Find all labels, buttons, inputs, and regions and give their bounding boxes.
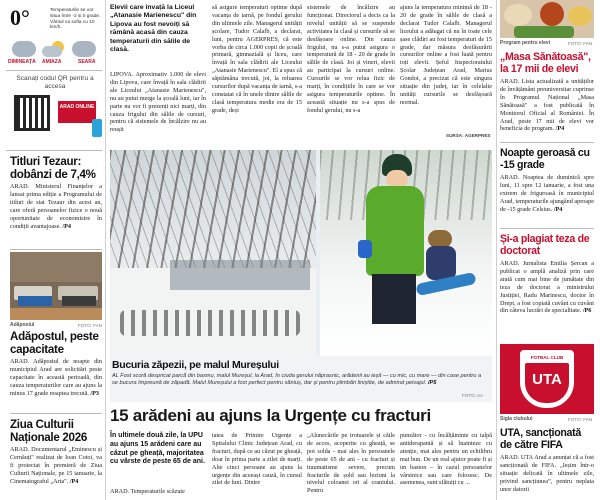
sled-photo [320, 150, 492, 356]
period-morning: DIMINEAȚA [8, 59, 36, 65]
uta-crest-top: FOTBAL CLUB [530, 355, 564, 360]
adapostul-body: ARAD. Adăpostul de noapte din municipiul Arad are solicitări peste capacitate în această perioadă, din cauza temperaturilor care au ajuns la minus 17 grade noaptea trecută. /P3 [10, 358, 102, 397]
lipova-col4: ajuns la temperatura minimă de 18 - 20 de grade în sălile de clasă a declarat Tudor Calafb. Managerul liceului a adăugat că nu în toate cele șase clădiri au fost temperaturi de 15 grade, dar măsura desfășurării cursurilor online a fost luată pentru toți elevii. Șeful Inspectoratului Școlar Județean Arad, Marius Gondot, a precizat că este singura situație din județ, iar în celelalte unități cursurile se desfășoară normal. [400, 4, 492, 106]
uta-title[interactable]: UTA, sancționată de către FIFA [500, 427, 581, 452]
qr-text: Scanați codul QR pentru a accesa [16, 75, 94, 90]
weather-icons [8, 41, 102, 67]
arad-online-logo: ARAD ONLINE [58, 101, 96, 123]
period-evening: SEARA [78, 59, 96, 65]
uta-body: ARAD. UTA Arad a anunțat că a fost sancționată de FIFA. „Ieșim într-o situație delicată în ultimele zile, privind sancțiunea”, pentru neplata unor datorii [500, 454, 594, 493]
cloud-snow-icon [12, 41, 36, 57]
lipova-intro[interactable]: Elevii care învață la Liceul „Atanasie Marienescu" din Lipova au fost nevoiți să rămână acasă din cauza temperaturii din sălile de clasă. [110, 4, 197, 54]
sanatoasa-photo [500, 0, 594, 38]
weather-box [6, 3, 102, 67]
cloud-snow-icon [72, 41, 96, 57]
culturii-body: ARAD. Documentarul „Eminescu și Cernăuți" realizat de Ioan Cotoi, va fi proiectat în premieră de Ziua Culturii Naționale, pe 15 ianuarie, la Cinematograful „Arta". /P4 [10, 446, 102, 485]
uta-logo-panel [500, 344, 594, 414]
adapostul-photo [10, 252, 102, 320]
photo-caption-title[interactable]: Bucuria zăpezii, pe malul Mureșului [112, 359, 279, 371]
noapte-body: ARAD. Noaptea de duminică spre luni, 11 spre 12 ianuarie, a fost una extrem de friguroasă în municipiul Arad, temperaturile ajungând aproape de -15 grade Celsius. /P4 [500, 174, 594, 213]
lipova-col3: sistemele de încălzire au funcționat. Directorul a decis ca la nivelul unității să se suspende activitatea la clasă și cursurile să se desfășoare online. Din cauza frigului, nu s-a putut asigura o temperatură de 18 - 20 de grade în sălile de clasă. Joi și vineri, elevii au participat la cursuri online. Cursurile se vor relua fizic de marți, în condițiile în care se vor asigura temperaturile optime. În această situație nu s-a spus de fondul gerului, nu s-a [307, 4, 395, 114]
adapostul-title[interactable]: Adăpostul, peste capacitate [10, 330, 99, 356]
uta-crest [520, 350, 574, 408]
cloud-sun-icon [42, 41, 66, 57]
photo-caption-text: AL Fost scoră despricat parcă din basmu, malul Mureșul, la Arad, în ciuda gerului năprasnic, arădenii au ieșit — cu mic, cu mare — din case pentru a se bucura împreună de zăpadă. Malul Mureșului a fost perfect pentru săniuș, dar și pentru plimbări liniștite, de admirat peisajul. /P5 [112, 373, 482, 386]
tezaur-body: ARAD. Ministerul Finanțelor a lansat prima ediție a Programului de titluri de stat Tezaur din acest an, care oferă persoanelor fizice o nouă oportunitate de economisire în condiții avantajoase. /P4 [10, 183, 102, 230]
sanatoasa-credit: FOTO: FAN [568, 41, 593, 46]
uta-crest-main: UTA [532, 371, 562, 388]
weather-temp: 0° [10, 5, 30, 30]
urgente-col4: punzător - cu încălțăminte cu talpă antiderapantă și să înainteze cu atenție, mai ales pentru un echilibru mai bun. De un real ajutor poate fi și un baston – în cazul persoanelor vârstnice sau care folosesc. De asemenea, sunt sfătuiți cu ... [400, 432, 492, 487]
uta-credit: FOTO: FAN [568, 417, 593, 422]
photo-credit: FOTO: AA [462, 393, 484, 398]
culturii-title[interactable]: Ziua Culturii Naționale 2026 [10, 418, 87, 444]
urgente-lead: În ultimele două zile, la UPU au ajuns 15 arădeni care au căzut pe gheață, majoritatea cu vârste de peste 65 de ani. [110, 432, 205, 466]
urgente-col3: „Alunecările pe trotuarele și căile de acces, acoperite cu gheață, se pot solda - mai ales în persoanele de peste 65 de ani - cu fracturi și traumatisme severe, precum fracturile de șold sau leziuni la nivelul coloanei ori al craniului. Pentru [307, 432, 395, 495]
lipova-col1: LIPOVA. Aproximativ 1.000 de elevi din Lipova, care învață în sala clădirii ale Liceului „Atanasie Marienescu", nu au putut merge la școală luni, iar în parte nu vor fi prezenți nici marți, din cauza frigului din sălile de cursuri, pentru că sistemele de încălzire nu au reușit [110, 71, 206, 134]
plagiat-body: ARAD. Jurnalista Emilia Șercan a publicat o amplă analiză prin care arată cum mai bine de jumătate din teza de doctorat a ministrului Justiției, Radu Marinescu, doctor în Drept, a fost copiată cuvânt cu cuvânt din câteva lucrări de specialitate. /P6 [500, 260, 594, 315]
lipova-source: SURSA: AGERPRES [446, 133, 491, 138]
tezaur-title[interactable]: Titluri Tezaur: dobânzi de 7,4% [10, 155, 96, 181]
lipova-col2: să asigure temperaturi optime după vacanța de iarnă, pe fondul gerului din ultimele zile. Managerul unității școlare, Tudor Calafb, a declarat, luni, pentru AGERPRES, că este vorba de circa 1.000 copii de școală primară, gimnazială și liceu, care învață în sala clădirii ale Liceului „Atanasie Marienescu". El a spus că săptămâna trecută, joi, la reluarea cursurilor după vacanța de iarnă, s-a constatat că în unele dintre sălile de clasă temperatura medie era de 15 grade, deși [212, 4, 302, 114]
adapostul-label: Adăpostul [10, 322, 35, 328]
sanatoasa-body: ARAD. Lista actualizată a unităților de învățământ preuniversitar cuprinse în Programul Național „Masa Sănătoasă" a fost publicată în Monitorul Oficial al României. În Arad, peste 17 mii de elevi vor beneficia de program. /P4 [500, 78, 594, 133]
urgente-col1: ARAD. Temperaturile scăzute [110, 488, 185, 495]
urgente-title[interactable]: 15 arădeni au ajuns la Urgențe cu fracturi [110, 406, 431, 425]
plagiat-title[interactable]: Și-a plagiat teza de doctorat [500, 233, 590, 258]
phone-icon [92, 119, 102, 137]
sanatoasa-label: Program pentru elevi [500, 40, 551, 46]
noapte-title[interactable]: Noapte geroasă cu -15 grade [500, 147, 590, 172]
photo-caption-bar [110, 356, 492, 402]
river-photo [110, 150, 316, 356]
sanatoasa-title[interactable]: „Masa Sănătoasă", la 17 mii de elevi [500, 51, 591, 76]
main-photo [110, 150, 492, 356]
period-noon: AMIAZA [42, 59, 62, 65]
qr-box [6, 73, 102, 145]
adapostul-credit: FOTO: FAN [78, 323, 103, 328]
weather-text: Temperaturile se vor situa între -2 și 0 grade. Vântul va sufla cu 10 km/h. [50, 8, 101, 31]
urgente-col2: tatea de Primire Urgențe a Spitalului Clinic Județean Arad, cu fracturi, după ce au căzut pe gheață, doar în prima parte a zilei de marți. Alte cinci persoane au ajuns la urgențe din aceeași cauză, în cursul zilei de luni. Dintre [212, 432, 302, 487]
qr-code[interactable] [14, 95, 50, 131]
uta-label: Sigla clubului [500, 416, 533, 422]
